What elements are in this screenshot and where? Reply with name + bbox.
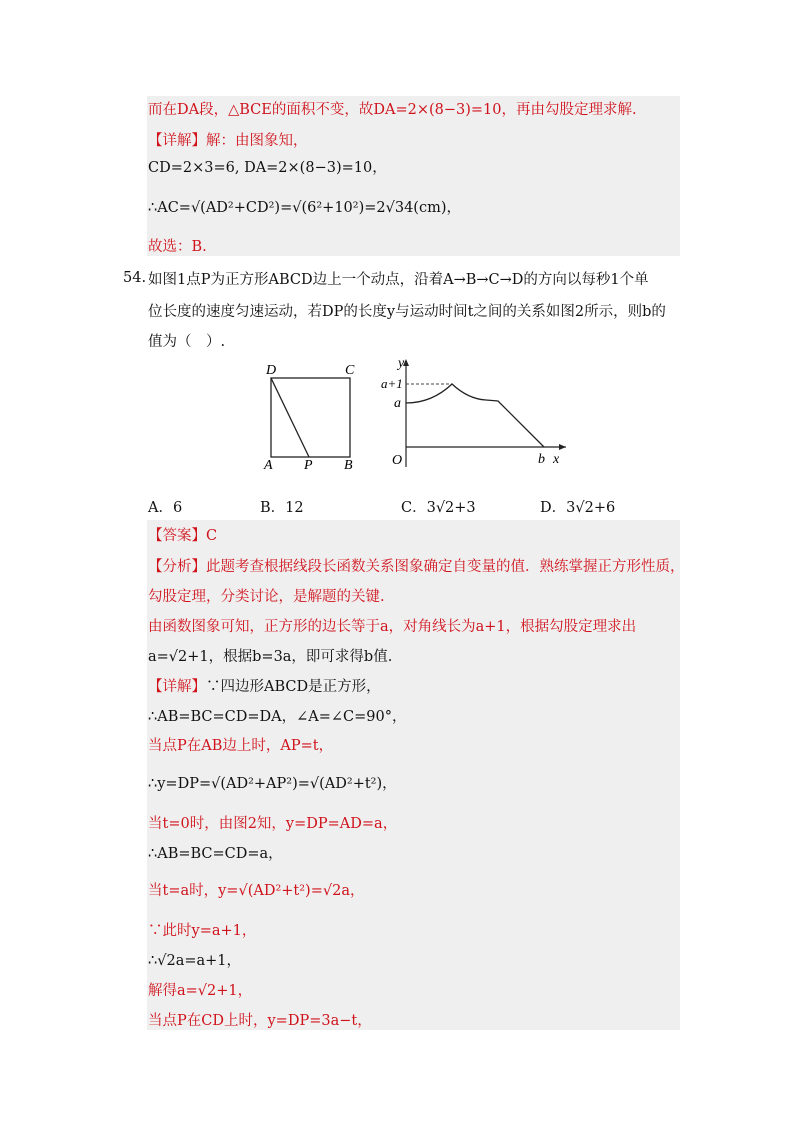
label-y: y xyxy=(398,356,405,371)
question-line-1: 如图1点P为正方形ABCD边上一个动点，沿着A→B→C→D的方向以每秒1个单 xyxy=(148,272,649,288)
solution-line-3: CD=2×3=6, DA=2×(8−3)=10， xyxy=(148,160,387,176)
figure-2-graph xyxy=(380,355,570,470)
option-b: B．12 xyxy=(260,500,304,516)
segment-dp xyxy=(271,378,309,457)
label-a: A xyxy=(264,458,273,470)
detail-line-7: 当t=a时，y=√(AD²+t²)=√2a， xyxy=(148,883,365,899)
analysis-line-1: 【分析】此题考查根据线段长函数关系图象确定自变量的值．熟练掌握正方形性质， xyxy=(148,559,685,575)
label-p: P xyxy=(304,458,313,470)
detail-line-2: ∴AB=BC=CD=DA，∠A=∠C=90°， xyxy=(148,709,407,725)
label-b: b xyxy=(538,452,545,467)
x-arrow xyxy=(559,444,566,450)
label-o: O xyxy=(392,453,403,468)
detail-line-10: 解得a=√2+1， xyxy=(148,983,253,999)
analysis-line-3: 由函数图象可知，正方形的边长等于a，对角线长为a+1，根据勾股定理求出 xyxy=(148,619,637,635)
square-outline xyxy=(271,378,350,457)
detail-text: 解：由图象知， xyxy=(206,133,308,149)
detail-text-2: ∵四边形ABCD是正方形， xyxy=(206,679,381,695)
figure-1-square xyxy=(262,360,372,470)
solution-line-5: 故选：B. xyxy=(148,239,207,255)
question-number: 54. xyxy=(123,270,147,286)
label-a: a xyxy=(394,396,401,411)
graph-curve xyxy=(406,384,544,447)
option-d: D．3√2+6 xyxy=(540,500,616,516)
label-b: B xyxy=(344,458,353,470)
analysis-line-2: 勾股定理，分类讨论，是解题的关键. xyxy=(148,589,385,605)
analysis-line-4: a=√2+1，根据b=3a，即可求得b值. xyxy=(148,649,393,665)
detail-line-11: 当点P在CD上时，y=DP=3a−t， xyxy=(148,1013,372,1029)
label-c: C xyxy=(345,363,355,378)
detail-line-3: 当点P在AB边上时，AP=t， xyxy=(148,738,334,754)
option-a: A．6 xyxy=(148,500,183,516)
question-line-3: 值为（ ）. xyxy=(148,334,226,350)
detail-line-9: ∴√2a=a+1， xyxy=(148,953,242,969)
detail-line-1 xyxy=(148,677,381,697)
solution-line-1: 而在DA段，△BCE的面积不变，故DA=2×(8−3)=10，再由勾股定理求解. xyxy=(148,102,637,118)
answer-line: 【答案】C xyxy=(148,528,218,544)
option-c: C．3√2+3 xyxy=(401,500,476,516)
label-a-plus-1: a+1 xyxy=(381,376,403,391)
detail-tag: 【详解】 xyxy=(148,133,206,149)
solution-line-4: ∴AC=√(AD²+CD²)=√(6²+10²)=2√34(cm)， xyxy=(148,200,461,216)
question-line-2: 位长度的速度匀速运动，若DP的长度y与运动时间t之间的关系如图2所示，则b的 xyxy=(148,304,666,320)
detail-line-5: 当t=0时，由图2知，y=DP=AD=a， xyxy=(148,816,398,832)
detail-line-8: ∵此时y=a+1， xyxy=(148,923,257,939)
detail-line-4: ∴y=DP=√(AD²+AP²)=√(AD²+t²)， xyxy=(148,776,397,792)
detail-line-6: ∴AB=BC=CD=a， xyxy=(148,846,283,862)
label-x: x xyxy=(553,452,560,467)
label-d: D xyxy=(266,363,277,378)
detail-tag-2: 【详解】 xyxy=(148,679,206,695)
solution-line-2 xyxy=(148,131,308,151)
